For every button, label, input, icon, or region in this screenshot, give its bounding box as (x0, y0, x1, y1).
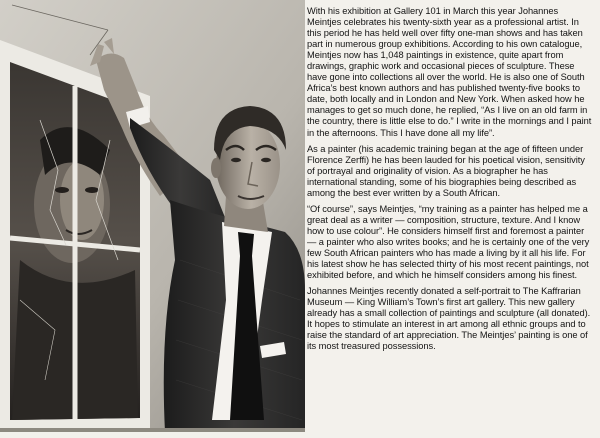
article-paragraph-2: As a painter (his academic training began at the age of fifteen under Florence Zerffi) he has been lauded for his poetical vision, sensitivity of portrayal and originality of vision. As a biographer he has international standing, some of his biographies being described as among the best ever written by a South African. (307, 143, 585, 198)
article-paragraph-4: Johannes Meintjes recently donated a self-portrait to The Kaffrarian Museum — King William’s Town’s first art gallery. This new gallery already has a small collection of paintings and sculpture (all donated). It hopes to stimulate an interest in art among all ethnic groups and to raise the standard of art appreciation. The Meintjes’ painting is one of its most treasured possessions. (307, 286, 591, 352)
article-paragraph-3: “Of course”, says Meintjes, “my training as a painter has helped me a great deal as a writer — composition, structure, texture. And I know how to use colour”. He considers himself first and foremost a painter — a painter who also writes books; and he is certainly one of the very few South African painters who has made a living by it all his life. For his latest show he has selected thirty of his most recent paintings, not exhibited before, and which he himself considers among his finest. (307, 203, 590, 281)
article-text (307, 6, 593, 432)
article-paragraph-1: With his exhibition at Gallery 101 in March this year Johannes Meintjes celebrates his twenty-sixth year as a professional artist. In this period he has held well over fifty one-man shows and has taken part in numerous group exhibitions. According to his own catalogue, Meintjes now has 1,048 paintings in existence, quite apart from drawings, graphic work and occasional pieces of sculpture. These have gone into collections all over the world. He is also one of South Africa’s best known authors and has published twenty-five books to date, both locally and in London and New York. When asked how he manages to get so much done, he replied, “As I live on an old farm in the country, there is little else to do.” I write in the mornings and I paint in the afternoons. This I have done all my life”. (307, 6, 592, 138)
